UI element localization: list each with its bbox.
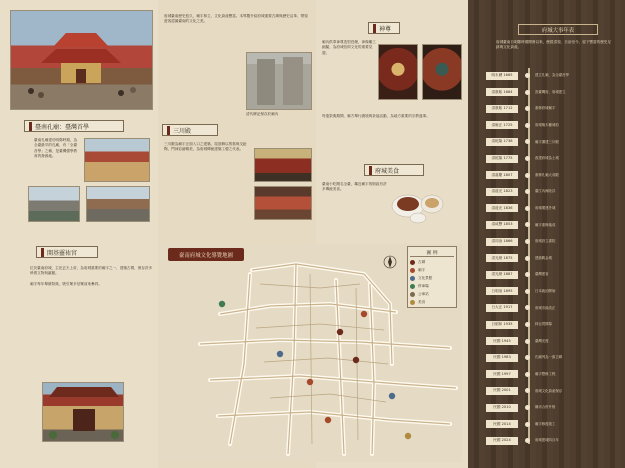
timeline-event: 孔廟列為一級古蹟 bbox=[535, 355, 563, 360]
intro-body: 府城臺南歷史悠久，廟宇林立，文化資產豐富。本導覽介紹府城重要古蹟與歷史沿革，帶領遊客認識臺南的文化之美。 bbox=[164, 14, 308, 24]
timeline-year: 民國 1983 bbox=[486, 354, 518, 362]
deity-statue-photo-1 bbox=[378, 44, 418, 100]
temple-festival-photo bbox=[10, 10, 153, 110]
timeline-year: 清乾隆 1738 bbox=[486, 138, 518, 146]
timeline-dot-icon bbox=[525, 305, 530, 310]
timeline-event: 府城建城四百年 bbox=[535, 438, 559, 443]
section-title-deity: 神尊 bbox=[368, 22, 400, 34]
timeline-year: 清同治 1866 bbox=[486, 238, 518, 246]
timeline-year: 日大正 1917 bbox=[486, 304, 518, 312]
bus-stop-icon bbox=[410, 292, 415, 297]
timeline-year: 清咸豐 1853 bbox=[486, 221, 518, 229]
timeline-year: 清光緒 1887 bbox=[486, 271, 518, 279]
timeline-dot-icon bbox=[525, 289, 530, 294]
timeline-entry bbox=[486, 336, 615, 347]
food-photo bbox=[388, 182, 446, 226]
timeline-dot-icon bbox=[525, 422, 530, 427]
timeline-dot-icon bbox=[525, 90, 530, 95]
timeline-entry bbox=[486, 269, 615, 280]
timeline-dot-icon bbox=[525, 189, 530, 194]
timeline-year: 清康熙 1712 bbox=[486, 105, 518, 113]
timeline-year: 清光緒 1875 bbox=[486, 254, 518, 262]
stele-photo bbox=[246, 52, 312, 110]
timeline-year: 民國 2001 bbox=[486, 387, 518, 395]
timeline-event: 建立孔廟，為全臺首學 bbox=[535, 73, 569, 78]
timeline-entry bbox=[486, 70, 615, 81]
legend-label: 公車站 bbox=[418, 291, 429, 296]
legend-item bbox=[410, 266, 454, 274]
timeline-entry bbox=[486, 170, 615, 181]
timeline-event: 臺灣光復 bbox=[535, 338, 549, 343]
timeline-year: 民國 2024 bbox=[486, 437, 518, 445]
timeline-entry bbox=[486, 419, 615, 430]
timeline-dot-icon bbox=[525, 256, 530, 261]
timeline-event: 府城增建外城 bbox=[535, 206, 556, 211]
timeline-dot-icon bbox=[525, 239, 530, 244]
timeline-event: 府城設立書院 bbox=[535, 239, 556, 244]
timeline-dot-icon bbox=[525, 355, 530, 360]
timeline-event: 廟宇重修落成 bbox=[535, 222, 556, 227]
legend-label: 廟宇 bbox=[418, 267, 426, 272]
timeline-event: 設臺灣府，府城建立 bbox=[535, 89, 566, 94]
timeline-entry bbox=[486, 369, 615, 380]
section-title-lingyou: 開基靈祐宮 bbox=[36, 246, 98, 258]
food-icon bbox=[410, 300, 415, 305]
timeline-year: 日明治 1895 bbox=[486, 287, 518, 295]
temple-entrance-photo bbox=[42, 382, 124, 442]
culture-site-icon bbox=[410, 276, 415, 281]
timeline-dot-icon bbox=[525, 222, 530, 227]
parking-icon bbox=[410, 284, 415, 289]
timeline-year: 民國 2010 bbox=[486, 404, 518, 412]
timeline-event: 建億載金城 bbox=[535, 255, 552, 260]
timeline-dot-icon bbox=[525, 372, 530, 377]
timeline-year: 清雍正 1725 bbox=[486, 121, 518, 129]
lingyou-body: 位於臺南府城，主祀玄天上帝，為府城重要的廟宇之一，建築古樸，保存許多珍貴文物與匾額。 廟宇每年舉辦祭典，吸引眾多信眾前來參拜。 bbox=[30, 266, 153, 287]
timeline-entry bbox=[486, 402, 615, 413]
legend-item bbox=[410, 258, 454, 266]
timeline-event: 臺灣建省 bbox=[535, 272, 549, 277]
legend-label: 文化景點 bbox=[418, 275, 433, 280]
timeline-dot-icon bbox=[525, 272, 530, 277]
timeline-entry bbox=[486, 153, 615, 164]
section-title-sanchuan: 三川殿 bbox=[162, 124, 218, 136]
section-title-confucius: 臺南孔廟：臺灣首學 bbox=[24, 120, 124, 132]
deity-statue-photo-2 bbox=[422, 44, 462, 100]
timeline-year: 民國 2014 bbox=[486, 420, 518, 428]
timeline-entry bbox=[486, 253, 615, 264]
timeline-dot-icon bbox=[525, 156, 530, 161]
legend-item bbox=[410, 274, 454, 282]
timeline-dot-icon bbox=[525, 206, 530, 211]
timeline-event: 臺江內海陸浮 bbox=[535, 189, 556, 194]
legend-label: 停車場 bbox=[418, 283, 429, 288]
timeline-entry bbox=[486, 203, 615, 214]
deity-body: 廟內供奉神尊造型莊嚴，神像雕工細膩，為府城信仰文化的重要見證。 bbox=[322, 40, 376, 55]
door-god-photo-2 bbox=[254, 186, 312, 220]
map-title: 臺南府城文化導覽地圖 bbox=[168, 248, 244, 261]
legend-title: 圖 例 bbox=[410, 249, 454, 257]
timeline-dot-icon bbox=[525, 106, 530, 111]
timeline-event: 林百貨開幕 bbox=[535, 322, 552, 327]
shrine-gate-photo bbox=[28, 186, 80, 222]
legend-label: 美食 bbox=[418, 299, 426, 304]
timeline-event: 廟宇擴建三川殿 bbox=[535, 139, 559, 144]
timeline-entry bbox=[486, 87, 615, 98]
timeline-dot-icon bbox=[525, 139, 530, 144]
pavilion-photo bbox=[86, 186, 150, 222]
timeline-year: 清乾隆 1775 bbox=[486, 155, 518, 163]
temple-icon bbox=[410, 268, 415, 273]
timeline-year: 清康熙 1684 bbox=[486, 88, 518, 96]
timeline-event: 廟宇整修工程 bbox=[535, 372, 556, 377]
timeline-dot-icon bbox=[525, 173, 530, 178]
timeline-entry bbox=[486, 286, 615, 297]
legend-item bbox=[410, 298, 454, 306]
timeline-title: 府城大事年表 bbox=[518, 24, 598, 35]
timeline-intro: 府城臺南自明鄭時期開發以來，歷經清領、日治至今，留下豐富的歷史足跡與文化資產。 bbox=[496, 40, 611, 49]
timeline-event: 縣市合併升格 bbox=[535, 405, 556, 410]
map-legend bbox=[407, 246, 457, 308]
timeline-dot-icon bbox=[525, 339, 530, 344]
timeline-entry bbox=[486, 219, 615, 230]
timeline-event: 廟宇修復竣工 bbox=[535, 421, 556, 426]
timeline-entry bbox=[486, 385, 615, 396]
timeline-year: 明永曆 1665 bbox=[486, 72, 518, 80]
timeline-event: 重修府城廟宇 bbox=[535, 106, 556, 111]
timeline-year: 清道光 1836 bbox=[486, 204, 518, 212]
timeline-entry bbox=[486, 186, 615, 197]
legend-item bbox=[410, 282, 454, 290]
timeline-event: 日本統治開始 bbox=[535, 289, 556, 294]
panel-left bbox=[0, 0, 158, 468]
timeline-entry bbox=[486, 302, 615, 313]
sanchuan-body: 三川殿為廟宇正面入口之建築，屋頂飾以剪黏與交趾陶，門神彩繪精美，為府城傳統建築工藝之代表。 bbox=[164, 142, 247, 152]
temple-roof-photo bbox=[84, 138, 150, 182]
door-god-photo-1 bbox=[254, 148, 312, 182]
timeline-event: 改建府城為土城 bbox=[535, 156, 559, 161]
timeline-entry bbox=[486, 136, 615, 147]
timeline-entry bbox=[486, 103, 615, 114]
timeline-year: 清嘉慶 1807 bbox=[486, 171, 518, 179]
timeline-dot-icon bbox=[525, 322, 530, 327]
legend-item bbox=[410, 290, 454, 298]
timeline-dot-icon bbox=[525, 405, 530, 410]
stele-caption: 清代碑記保存於廟內 bbox=[246, 112, 279, 116]
timeline-year: 民國 1945 bbox=[486, 337, 518, 345]
historic-site-icon bbox=[410, 260, 415, 265]
timeline-dot-icon bbox=[525, 123, 530, 128]
timeline-entry bbox=[486, 236, 615, 247]
timeline-event: 重修孔廟大成殿 bbox=[535, 172, 559, 177]
timeline-year: 清道光 1823 bbox=[486, 188, 518, 196]
timeline-dot-icon bbox=[525, 73, 530, 78]
timeline-year: 日昭和 1935 bbox=[486, 321, 518, 329]
timeline-entry bbox=[486, 319, 615, 330]
timeline-entry bbox=[486, 435, 615, 446]
festival-body: 每逢祭典期間，廟方舉行繞境與祈福活動，為地方重要的宗教盛事。 bbox=[322, 114, 430, 118]
timeline-entry bbox=[486, 352, 615, 363]
timeline-event: 府城築木柵城垣 bbox=[535, 123, 559, 128]
timeline-dot-icon bbox=[525, 438, 530, 443]
food-body: 臺南小吃聞名全臺，鄰近廟宇的街區有許多傳統美食。 bbox=[322, 182, 387, 192]
timeline-event: 府城市區改正 bbox=[535, 305, 556, 310]
confucius-body: 臺南孔廟建於明鄭時期，為全臺最早的孔廟，有「全臺首學」之稱，是臺灣儒學教育的發源地。 bbox=[34, 138, 78, 159]
timeline-year: 民國 1997 bbox=[486, 370, 518, 378]
timeline-dot-icon bbox=[525, 388, 530, 393]
legend-label: 古蹟 bbox=[418, 259, 426, 264]
timeline-event: 府城文化資產保存 bbox=[535, 388, 563, 393]
section-title-food: 府城美食 bbox=[364, 164, 424, 176]
timeline-entry bbox=[486, 120, 615, 131]
